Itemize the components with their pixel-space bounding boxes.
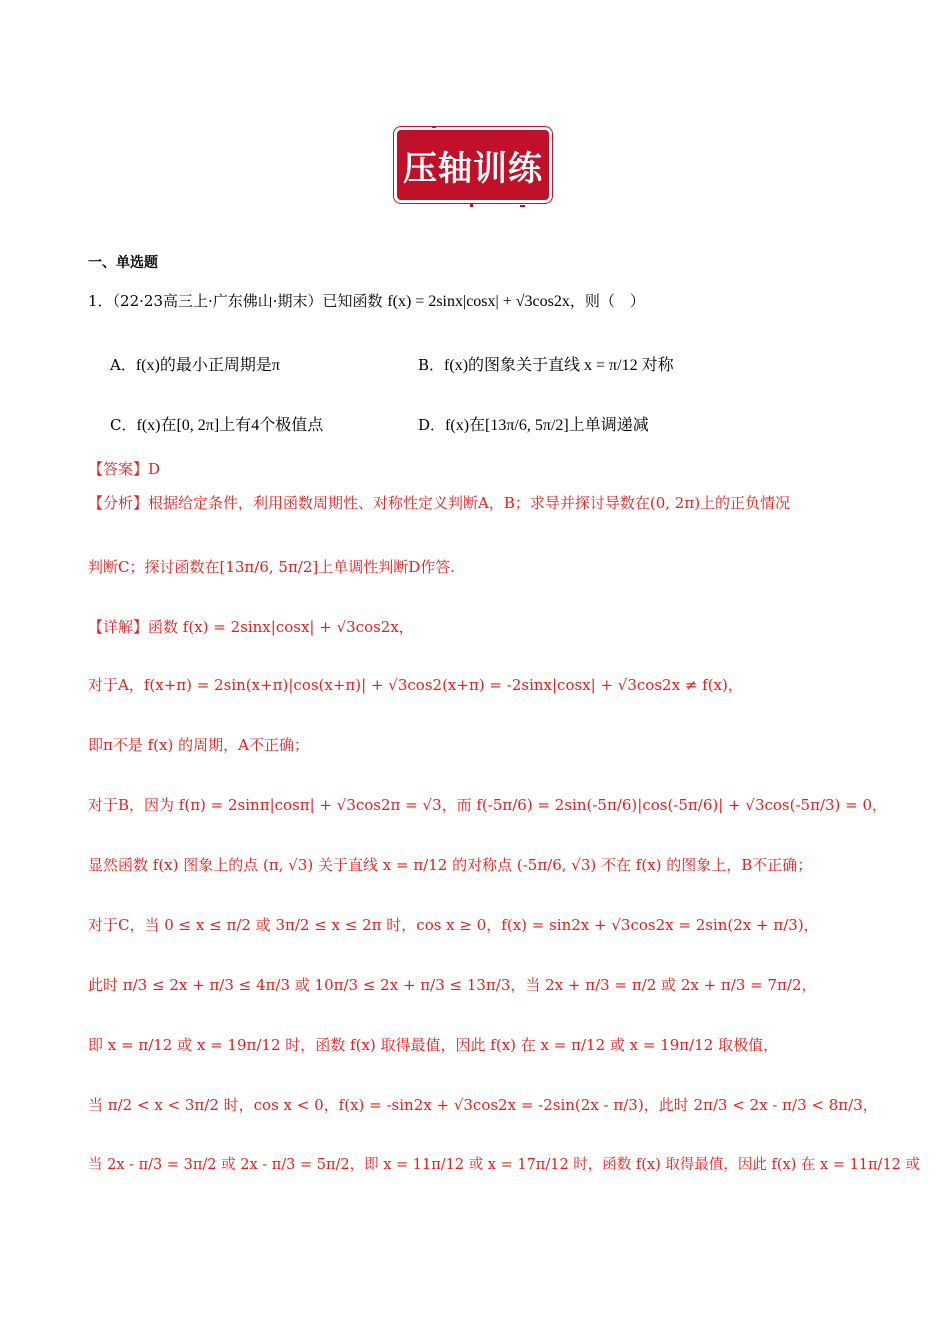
question-source: （22·23高三上·广东佛山·期末）已知函数: [112, 292, 383, 310]
detail-line: 显然函数 f(x) 图象上的点 (π, √3) 关于直线 x = π/12 的对称点 (-5π/6, √3) 不在 f(x) 的图象上，B不正确；: [88, 856, 813, 874]
answer-tag: 【答案】: [88, 460, 149, 478]
question-formula: f(x) = 2sinx|cosx| + √3cos2x: [387, 293, 570, 310]
detail-line: 对于B，因为 f(π) = 2sinπ|cosπ| + √3cos2π = √3，而 f(-5π/6) = 2sin(-5π/6)|cos(-5π/6)| + √3cos(-5π/3) = 0，: [88, 796, 888, 814]
detail-line: 即π不是 f(x) 的周期，A不正确；: [88, 736, 309, 754]
badge-decoration: [520, 205, 525, 207]
analysis-line-2: 判断C；探讨函数在[13π/6, 5π/2]上单调性判断D作答.: [88, 558, 456, 576]
badge-decoration: [432, 126, 436, 128]
answer: [88, 458, 160, 480]
badge-decoration: [470, 204, 473, 207]
analysis-line-1: 【分析】根据给定条件，利用函数周期性、对称性定义判断A，B；求导并探讨导数在(0, 2π)上的正负情况: [88, 494, 791, 512]
detail-line: 当 2x - π/3 = 3π/2 或 2x - π/3 = 5π/2，即 x = 11π/12 或 x = 17π/12 时，函数 f(x) 取得最值，因此 f(x) 在 x = 11π/12 或: [88, 1157, 921, 1173]
question-tail: ，则（ ）: [569, 292, 645, 310]
detail-line: 对于C，当 0 ≤ x ≤ π/2 或 3π/2 ≤ x ≤ 2π 时，cos x ≥ 0，f(x) = sin2x + √3cos2x = 2sin(2x + π/3)，: [88, 916, 819, 934]
section-heading: 一、单选题: [88, 255, 158, 271]
question-stem: [88, 290, 645, 313]
option-c: C．f(x)在[0, 2π]上有4个极值点: [110, 416, 324, 434]
option-b: B．f(x)的图象关于直线 x = π/12 对称: [418, 356, 674, 374]
detail-line: 即 x = π/12 或 x = 19π/12 时，函数 f(x) 取得最值，因此 f(x) 在 x = π/12 或 x = 19π/12 取极值，: [88, 1036, 779, 1054]
page-title: 压轴训练: [403, 148, 543, 189]
option-a: A．f(x)的最小正周期是π: [110, 356, 280, 374]
question-number: 1．: [88, 292, 113, 310]
detail-line: 当 π/2 < x < 3π/2 时，cos x < 0，f(x) = -sin2x + √3cos2x = -2sin(2x - π/3)，此时 2π/3 < 2x - π/3 < 8π/3，: [88, 1096, 878, 1114]
title-badge: [397, 130, 549, 200]
detail-line: 此时 π/3 ≤ 2x + π/3 ≤ 4π/3 或 10π/3 ≤ 2x + π/3 ≤ 13π/3，当 2x + π/3 = π/2 或 2x + π/3 = 7π/2，: [88, 976, 817, 994]
analysis-tag: 【分析】: [88, 494, 149, 512]
detail-line: 对于A，f(x+π) = 2sin(x+π)|cos(x+π)| + √3cos2(x+π) = -2sinx|cosx| + √3cos2x ≠ f(x)，: [88, 676, 743, 694]
option-d: D．f(x)在[13π/6, 5π/2]上单调递减: [418, 416, 649, 434]
detail-tag: 【详解】: [88, 618, 149, 636]
answer-value: D: [148, 460, 161, 478]
detail-line: 【详解】函数 f(x) = 2sinx|cosx| + √3cos2x，: [88, 618, 414, 636]
